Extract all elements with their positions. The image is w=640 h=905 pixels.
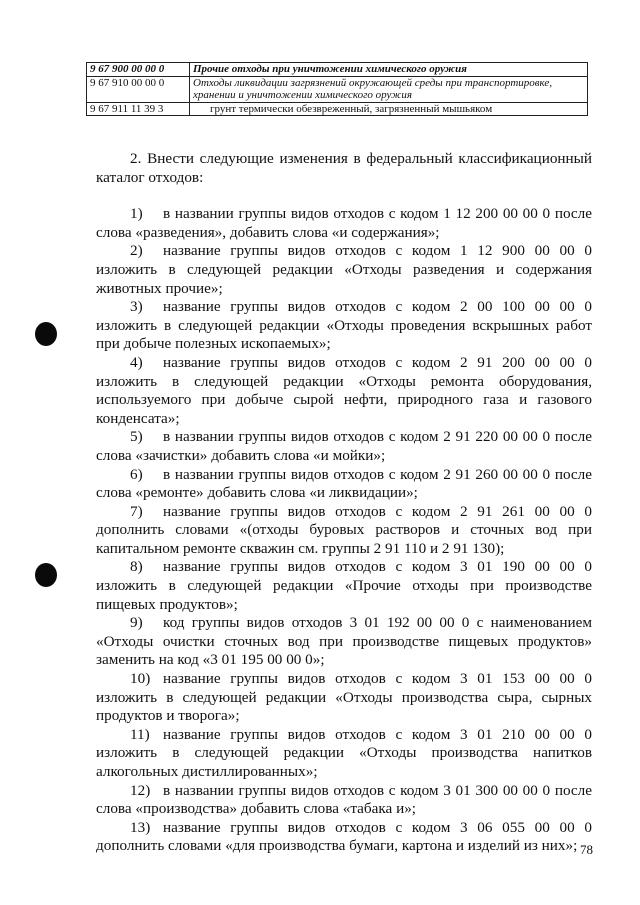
item-number: 1): [130, 205, 143, 223]
amendments-text: [96, 150, 592, 856]
list-item: [96, 782, 592, 819]
item-text: название группы видов отходов с кодом 3 01 190 00 00 0 изложить в следующей редакции «Прочие отходы при производстве пищевых продуктов»;: [96, 558, 592, 613]
waste-code-cell: 9 67 911 11 39 3: [87, 102, 190, 116]
item-number: 2): [130, 242, 143, 260]
item-number: 6): [130, 465, 143, 483]
intro-paragraph: 2. Внести следующие изменения в федеральный классификационный каталог отходов:: [96, 150, 592, 186]
item-number: 4): [130, 353, 143, 371]
item-number: 10): [130, 670, 151, 688]
list-item: [96, 242, 592, 298]
item-number: 13): [130, 818, 151, 836]
waste-code-cell: 9 67 910 00 00 0: [87, 76, 190, 102]
item-text: название группы видов отходов с кодом 3 01 210 00 00 0 изложить в следующей редакции «Отходы производства напитков алкогольных дистиллированных»;: [96, 725, 592, 780]
table-row: [87, 76, 588, 102]
list-item: [96, 354, 592, 428]
punch-hole-bottom: [35, 563, 57, 587]
waste-code-table: [86, 62, 588, 116]
table-row: [87, 63, 588, 77]
item-number: 3): [130, 298, 143, 316]
waste-name-cell: грунт термически обезвреженный, загрязненный мышьяком: [190, 102, 588, 116]
waste-code-cell: 9 67 900 00 00 0: [87, 63, 190, 77]
punch-hole-top: [35, 322, 57, 346]
list-item: [96, 503, 592, 559]
item-text: название группы видов отходов с кодом 3 06 055 00 00 0 дополнить словами «для производства бумаги, картона и изделий из них»;: [96, 818, 592, 855]
list-item: [96, 205, 592, 242]
item-text: в названии группы видов отходов с кодом 3 01 300 00 00 0 после слова «производства» добавить слова «табака и»;: [96, 781, 592, 818]
item-text: в названии группы видов отходов с кодом 2 91 220 00 00 0 после слова «зачистки» добавить слова «и мойки»;: [96, 428, 592, 464]
list-item: [96, 819, 592, 856]
list-item: [96, 428, 592, 465]
waste-name-cell: Отходы ликвидации загрязнений окружающей среды при транспортировке, хранении и уничтожении химического оружия: [190, 76, 588, 102]
item-text: код группы видов отходов 3 01 192 00 00 0 с наименованием «Отходы очистки сточных вод при производстве пищевых продуктов» заменить на код «3 01 195 00 00 0»;: [96, 614, 592, 669]
item-number: 11): [130, 725, 150, 743]
item-number: 12): [130, 781, 151, 799]
item-number: 7): [130, 502, 143, 520]
waste-name-cell: Прочие отходы при уничтожении химического оружия: [190, 63, 588, 77]
list-item: [96, 614, 592, 670]
list-item: [96, 558, 592, 614]
item-text: название группы видов отходов с кодом 3 01 153 00 00 0 изложить в следующей редакции «Отходы производства сыра, сырных продуктов и творога»;: [96, 670, 592, 725]
item-text: в названии группы видов отходов с кодом 1 12 200 00 00 0 после слова «разведения», добавить слова «и содержания»;: [96, 205, 592, 241]
item-text: название группы видов отходов с кодом 2 91 200 00 00 0 изложить в следующей редакции «Отходы ремонта оборудования, используемого при добыче сырой нефти, природного газа и газового конденсата»;: [96, 353, 592, 427]
item-text: в названии группы видов отходов с кодом 2 91 260 00 00 0 после слова «ремонте» добавить слова «и ликвидации»;: [96, 465, 592, 502]
item-text: название группы видов отходов с кодом 2 91 261 00 00 0 дополнить словами «(отходы буровых растворов и сточных вод при капитальном ремонте скважин см. группы 2 91 110 и 2 91 130);: [96, 502, 592, 557]
page-number: 78: [580, 842, 593, 857]
item-text: название группы видов отходов с кодом 1 12 900 00 00 0 изложить в следующей редакции «Отходы разведения и содержания животных прочие»;: [96, 242, 592, 297]
item-number: 8): [130, 558, 143, 576]
table-row: [87, 102, 588, 116]
list-item: [96, 726, 592, 782]
item-number: 5): [130, 428, 143, 446]
list-item: [96, 670, 592, 726]
list-item: [96, 466, 592, 503]
item-text: название группы видов отходов с кодом 2 00 100 00 00 0 изложить в следующей редакции «Отходы проведения вскрышных работ при добыче полезных ископаемых»;: [96, 298, 592, 353]
list-item: [96, 298, 592, 354]
item-number: 9): [130, 614, 143, 632]
amendment-list: [96, 205, 592, 856]
